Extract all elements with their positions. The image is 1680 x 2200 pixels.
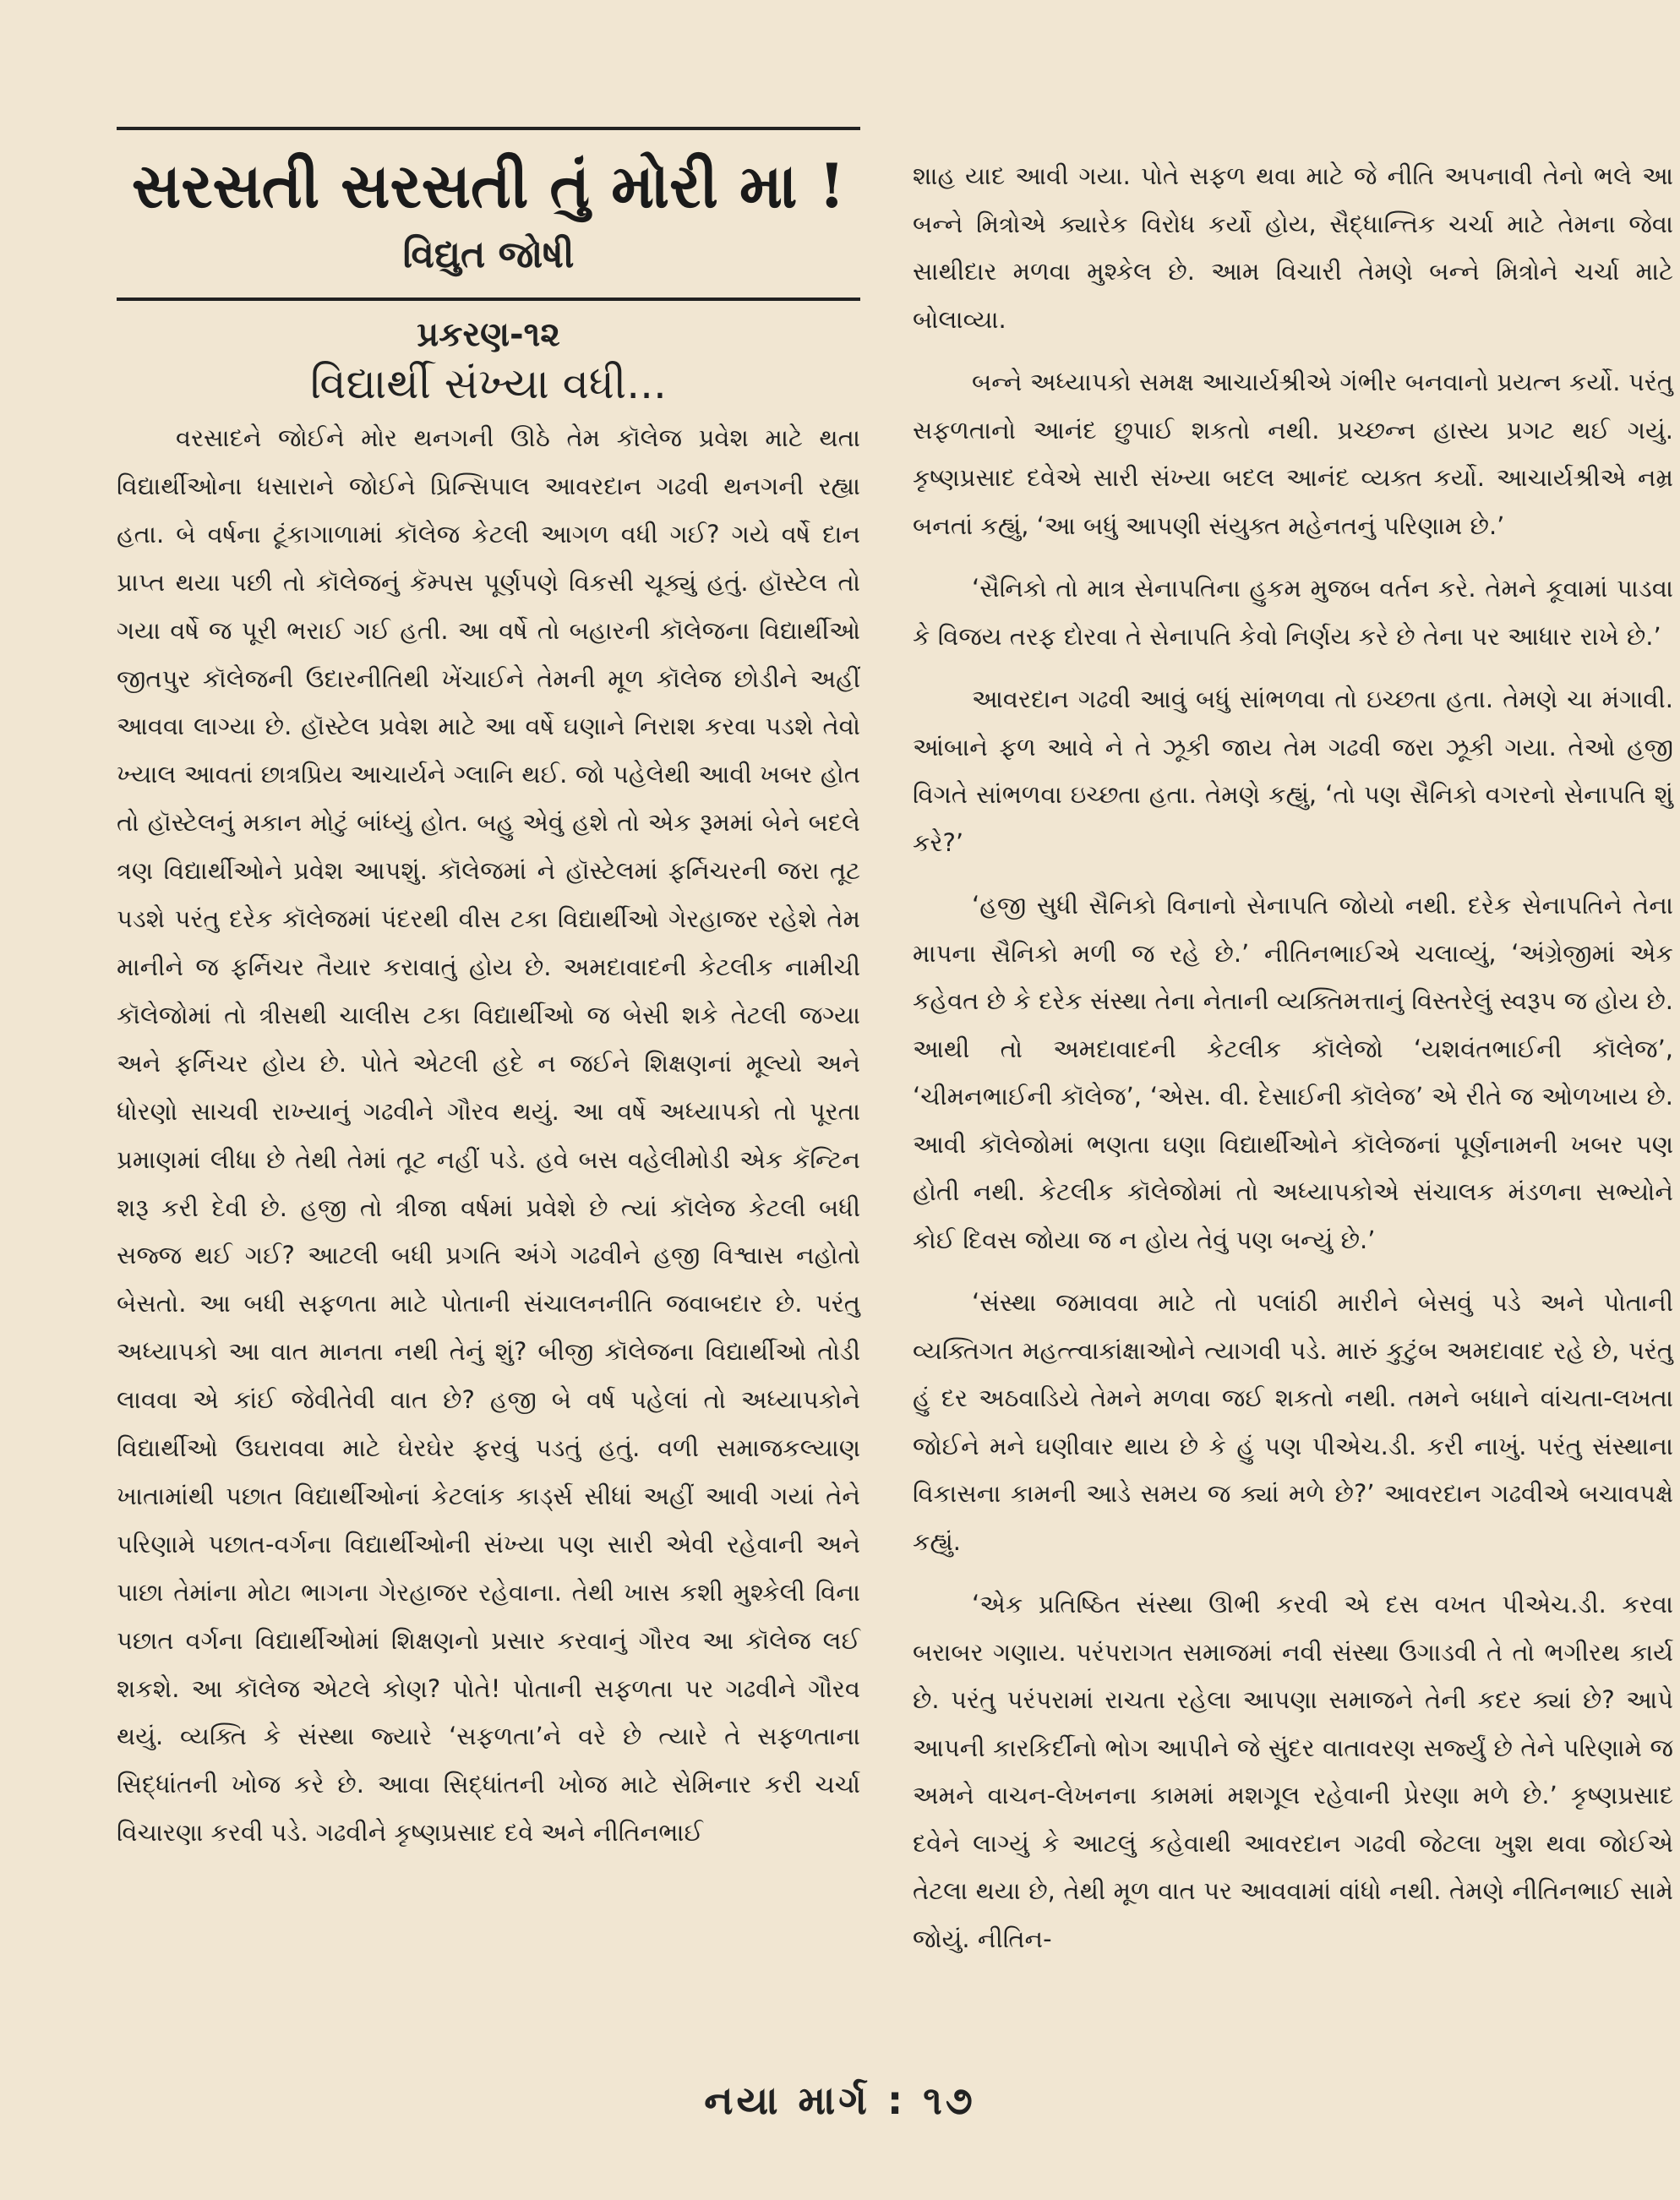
left-column (117, 414, 860, 1857)
paragraph: વરસાદને જોઈને મોર થનગની ઊઠે તેમ કૉલેજ પ્રવેશ માટે થતા વિદ્યાર્થીઓના ધસારાને જોઈને પ્રિન્સિપાલ આવરદાન ગઢવી થનગની રહ્યા હતા. બે વર્ષના ટૂંકાગાળામાં કૉલેજ કેટલી આગળ વધી ગઈ? ગયે વર્ષે દાન પ્રાપ્ત થયા પછી તો કૉલેજનું કૅમ્પસ પૂર્ણપણે વિકસી ચૂક્યું હતું. હૉસ્ટેલ તો ગયા વર્ષે જ પૂરી ભરાઈ ગઈ હતી. આ વર્ષે તો બહારની કૉલેજના વિદ્યાર્થીઓ જીતપુર કૉલેજની ઉદારનીતિથી ખેંચાઈને તેમની મૂળ કૉલેજ છોડીને અહીં આવવા લાગ્યા છે. હૉસ્ટેલ પ્રવેશ માટે આ વર્ષે ઘણાને નિરાશ કરવા પડશે તેવો ખ્યાલ આવતાં છાત્રપ્રિય આચાર્યને ગ્લાનિ થઈ. જો પહેલેથી આવી ખબર હોત તો હૉસ્ટેલનું મકાન મોટું બાંધ્યું હોત. બહુ એવું હશે તો એક રૂમમાં બેને બદલે ત્રણ વિદ્યાર્થીઓને પ્રવેશ આપશું. કૉલેજમાં ને હૉસ્ટેલમાં ફર્નિચરની જરા તૂટ પડશે પરંતુ દરેક કૉલેજમાં પંદરથી વીસ ટકા વિદ્યાર્થીઓ ગેરહાજર રહેશે તેમ માનીને જ ફર્નિચર તૈયાર કરાવાતું હોય છે. અમદાવાદની કેટલીક નામીચી કૉલેજોમાં તો ત્રીસથી ચાલીસ ટકા વિદ્યાર્થીઓ જ બેસી શકે તેટલી જગ્યા અને ફર્નિચર હોય છે. પોતે એટલી હદે ન જઈને શિક્ષણનાં મૂલ્યો અને ધોરણો સાચવી રાખ્યાનું ગઢવીને ગૌરવ થયું. આ વર્ષે અધ્યાપકો તો પૂરતા પ્રમાણમાં લીધા છે તેથી તેમાં તૂટ નહીં પડે. હવે બસ વહેલીમોડી એક કૅન્ટિન શરૂ કરી દેવી છે. હજી તો ત્રીજા વર્ષમાં પ્રવેશે છે ત્યાં કૉલેજ કેટલી બધી સજ્જ થઈ ગઈ? આટલી બધી પ્રગતિ અંગે ગઢવીને હજી વિશ્વાસ નહોતો બેસતો. આ બધી સફળતા માટે પોતાની સંચાલનનીતિ જવાબદાર છે. પરંતુ અધ્યાપકો આ વાત માનતા નથી તેનું શું? બીજી કૉલેજના વિદ્યાર્થીઓ તોડી લાવવા એ કાંઈ જેવીતેવી વાત છે? હજી બે વર્ષ પહેલાં તો અધ્યાપકોને વિદ્યાર્થીઓ ઉઘરાવવા માટે ઘેરઘેર ફરવું પડતું હતું. વળી સમાજકલ્યાણ ખાતામાંથી પછાત વિદ્યાર્થીઓનાં કેટલાંક કાર્ડ્સ સીધાં અહીં આવી ગયાં તેને પરિણામે પછાત-વર્ગના વિદ્યાર્થીઓની સંખ્યા પણ સારી એવી રહેવાની અને પાછા તેમાંના મોટા ભાગના ગેરહાજર રહેવાના. તેથી ખાસ કશી મુશ્કેલી વિના પછાત વર્ગના વિદ્યાર્થીઓમાં શિક્ષણનો પ્રસાર કરવાનું ગૌરવ આ કૉલેજ લઈ શકશે. આ કૉલેજ એટલે કોણ? પોતે! પોતાની સફળતા પર ગઢવીને ગૌરવ થયું. વ્યક્તિ કે સંસ્થા જ્યારે ‘સફળતા’ને વરે છે ત્યારે તે સફળતાના સિદ્ધાંતની ખોજ કરે છે. આવા સિદ્ધાંતની ખોજ માટે સેમિનાર કરી ચર્ચા વિચારણા કરવી પડે. ગઢવીને કૃષ્ણપ્રસાદ દવે અને નીતિનભાઈ (117, 423, 860, 1848)
paragraph: ‘એક પ્રતિષ્ઠિત સંસ્થા ઊભી કરવી એ દસ વખત પીએચ.ડી. કરવા બરાબર ગણાય. પરંપરાગત સમાજમાં નવી સંસ્થા ઉગાડવી તે તો ભગીરથ કાર્ય છે. પરંતુ પરંપરામાં રાચતા રહેલા આપણા સમાજને તેની કદર ક્યાં છે? આપે આપની કારકિર્દીનો ભોગ આપીને જે સુંદર વાતાવરણ સર્જ્યું છે તેને પરિણામે જ અમને વાચન-લેખનના કામમાં મશગૂલ રહેવાની પ્રેરણા મળે છે.’ કૃષ્ણપ્રસાદ દવેને લાગ્યું કે આટલું કહેવાથી આવરદાન ગઢવી જેટલા ખુશ થવા જોઈએ તેટલા થયા છે, તેથી મૂળ વાત પર આવવામાં વાંધો નથી. તેમણે નીતિનભાઈ સામે જોયું. નીતિન- (913, 1590, 1673, 1953)
paragraph: બન્ને અધ્યાપકો સમક્ષ આચાર્યશ્રીએ ગંભીર બનવાનો પ્રયત્ન કર્યો. પરંતુ સફળતાનો આનંદ છુપાઈ શકતો નથી. પ્રચ્છન્ન હાસ્ય પ્રગટ થઈ ગયું. કૃષ્ણપ્રસાદ દવેએ સારી સંખ્યા બદલ આનંદ વ્યક્ત કર્યો. આચાર્યશ્રીએ નમ્ર બનતાં કહ્યું, ‘આ બધું આપણી સંયુક્ત મહેનતનું પરિણામ છે.’ (913, 368, 1673, 540)
chapter-title: વિદ્યાર્થી સંખ્યા વધી... (310, 359, 667, 408)
title-bottom-rule (117, 298, 860, 301)
chapter-number: પ્રકરણ-૧૨ (417, 315, 560, 354)
title-top-rule (117, 127, 860, 130)
paragraph: ‘સંસ્થા જમાવવા માટે તો પલાંઠી મારીને બેસવું પડે અને પોતાની વ્યક્તિગત મહત્ત્વાકાંક્ષાઓને ત્યાગવી પડે. મારું કુટુંબ અમદાવાદ રહે છે, પરંતુ હું દર અઠવાડિયે તેમને મળવા જઈ શકતો નથી. તમને બધાને વાંચતા-લખતા જોઈને મને ઘણીવાર થાય છે કે હું પણ પીએચ.ડી. કરી નાખું. પરંતુ સંસ્થાના વિકાસના કામની આડે સમય જ ક્યાં મળે છે?’ આવરદાન ગઢવીએ બચાવપક્ષે કહ્યું. (913, 1288, 1673, 1556)
author-name: વિદ્યુત જોષી (402, 233, 575, 276)
paragraph: ‘સૈનિકો તો માત્ર સેનાપતિના હુકમ મુજબ વર્તન કરે. તેમને કૂવામાં પાડવા કે વિજય તરફ દોરવા તે સેનાપતિ કેવો નિર્ણય કરે છે તેના પર આધાર રાખે છે.’ (913, 574, 1673, 651)
paragraph: આવરદાન ગઢવી આવું બધું સાંભળવા તો ઇચ્છતા હતા. તેમણે ચા મંગાવી. આંબાને ફળ આવે ને તે ઝૂકી જાય તેમ ગઢવી જરા ઝૂકી ગયા. તેઓ હજી વિગતે સાંભળવા ઇચ્છતા હતા. તેમણે કહ્યું, ‘તો પણ સૈનિકો વગરનો સેનાપતિ શું કરે?’ (913, 685, 1673, 857)
paragraph: ‘હજી સુધી સૈનિકો વિનાનો સેનાપતિ જોયો નથી. દરેક સેનાપતિને તેના માપના સૈનિકો મળી જ રહે છે.’ નીતિનભાઈએ ચલાવ્યું, ‘અંગ્રેજીમાં એક કહેવત છે કે દરેક સંસ્થા તેના નેતાની વ્યક્તિમત્તાનું વિસ્તરેલું સ્વરૂપ જ હોય છે. આથી તો અમદાવાદની કેટલીક કૉલેજો ‘યશવંતભાઈની કૉલેજ’, ‘ચીમનભાઈની કૉલેજ’, ‘એસ. વી. દેસાઈની કૉલેજ’ એ રીતે જ ઓળખાય છે. આવી કૉલેજોમાં ભણતા ઘણા વિદ્યાર્થીઓને કૉલેજનાં પૂર્ણનામની ખબર પણ હોતી નથી. કેટલીક કૉલેજોમાં તો અધ્યાપકોએ સંચાલક મંડળના સભ્યોને કોઈ દિવસ જોયા જ ન હોય તેવું પણ બન્યું છે.’ (913, 891, 1673, 1254)
article-title: સરસતી સરસતી તું મોરી મા ! (131, 150, 846, 221)
right-column (913, 152, 1673, 1963)
paragraph: શાહ યાદ આવી ગયા. પોતે સફળ થવા માટે જે નીતિ અપનાવી તેનો ભલે આ બન્ને મિત્રોએ ક્યારેક વિરોધ કર્યો હોય, સૈદ્ધાન્તિક ચર્ચા માટે તેમના જેવા સાથીદાર મળવા મુશ્કેલ છે. આમ વિચારી તેમણે બન્ને મિત્રોને ચર્ચા માટે બોલાવ્યા. (913, 161, 1673, 334)
page-footer: નયા માર્ગ : ૧૭ (704, 2077, 976, 2123)
